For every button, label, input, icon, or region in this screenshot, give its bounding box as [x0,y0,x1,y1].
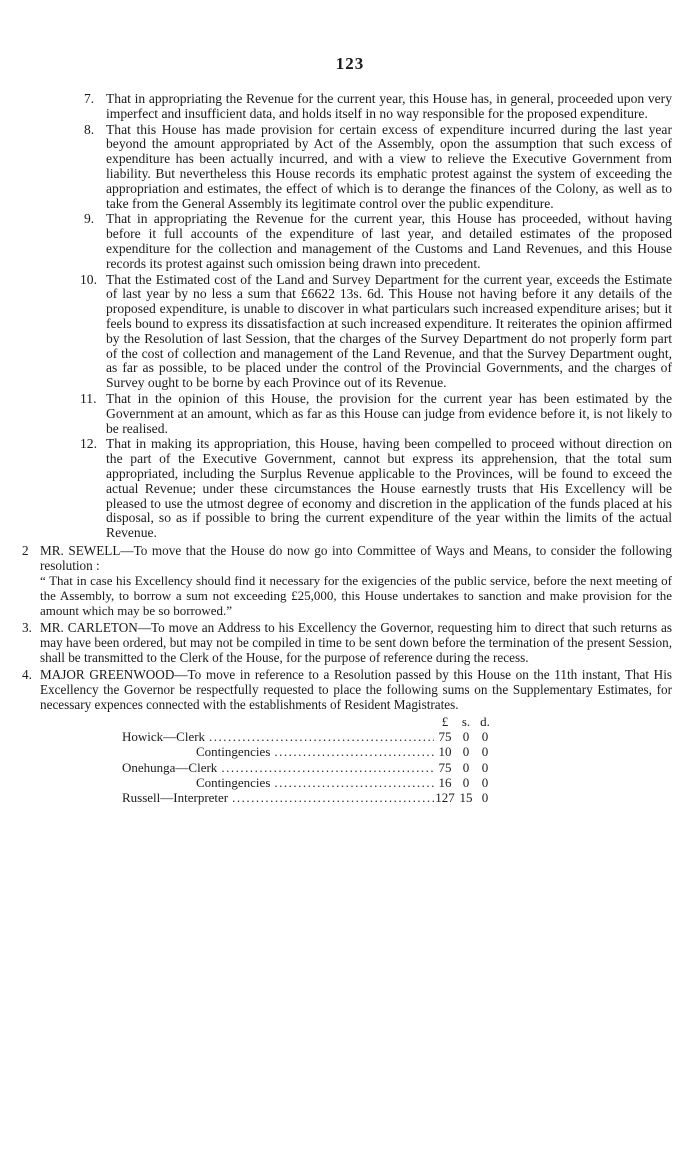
resolution-item [22,212,672,271]
resolution-item [22,392,672,436]
pounds-value: 75 [438,729,452,745]
motion-number: 4. [22,666,32,682]
resolution-number: 12. [80,436,97,452]
pence-value: 0 [481,759,489,775]
row-label: Howick—Clerk [122,729,206,745]
leader-dots [217,760,434,775]
resolution-text: That in making its appropriation, this House, having been compelled to proceed without direction on the part of the Executive Government, cannot but express its apprehension, that the total sum appropriated, including the Surplus Revenue applicable to the Provinces, will be found to exceed the actual Revenue; under these circumstances the House earnestly trusts that His Excellency will be pleased to use the utmost degree of economy and discretion in the application of the funds placed at his disposal, so as if possible to bring the current expenditure of the year within the limits of the actual Revenue. [106,436,672,541]
pence-value: 0 [481,729,489,745]
row-label: Contingencies [196,774,271,790]
pounds-value: 16 [438,774,452,790]
resolution-item [22,123,672,212]
supplementary-estimates-table [22,714,672,805]
pounds-header: £ [441,713,449,729]
resolution-number: 8. [84,121,95,137]
row-label: Russell—Interpreter [122,789,229,805]
resolution-number: 9. [84,211,95,227]
row-label: Onehunga—Clerk [122,759,218,775]
resolution-text: That in appropriating the Revenue for the current year, this House has proceeded, without having before it full accounts of the expenditure of last year, and detailed estimates of the proposed expenditure for the collection and management of the Customs and Land Revenues, and this House records its protest against such omission being drawn into precedent. [106,211,672,271]
table-row [122,744,494,759]
table-row [122,775,494,790]
shillings-header: s. [461,713,471,729]
leader-dots [270,744,434,759]
page-body [22,92,672,805]
shillings-value: 0 [462,774,470,790]
table-row [122,760,494,775]
leader-dots [228,790,434,805]
motion-number: 2 [22,542,29,558]
motion-greenwood [22,667,672,712]
motion-number: 3. [22,619,32,635]
table-header [22,714,672,729]
leader-dots [270,775,434,790]
motion-carleton [22,620,672,665]
row-label: Contingencies [196,744,271,760]
resolution-number: 11. [80,390,97,406]
motion-text: MR. CARLETON—To move an Address to his Excellency the Governor, requesting him to direct that such returns as may have been ordered, but may not be compiled in time to be sent down before the termination of the present Session, shall be transmitted to the Clerk of the House, for the purpose of reference during the recess. [40,619,672,665]
motion-text: MAJOR GREENWOOD—To move in reference to a Resolution passed by this House on the 11th instant, That His Excellency the Governor be respectfully requested to place the following sums on the Supplementary Estimates, for necessary expences connected with the establishments of Resident Magistrates. [40,666,672,712]
pence-value: 0 [481,774,489,790]
resolution-text: That the Estimated cost of the Land and Survey Department for the current year, exceeds the Estimate of last year by no less a sum that £6622 13s. 6d. This House not having before it any details of the proposed expenditure, is unable to discover in what particulars such increased expenditure arises; but it feels bound to express its dissatisfaction at such increased expenditure. It reiterates the opinion affirmed by the Resolution of last Session, that the charges of the Survey Department do not properly form part of the cost of collection and management of the Land Revenue, and that the Survey Department ought, as far as possible, to be placed under the control of the Provincial Governments, and the charges of Survey ought to be borne by each Province out of its Revenue. [106,271,672,391]
pounds-value: 75 [438,759,452,775]
resolution-item [22,273,672,391]
page-number: 123 [335,54,365,73]
pence-value: 0 [481,744,489,760]
pence-value: 0 [481,789,489,805]
shillings-value: 0 [462,729,470,745]
leader-dots [205,729,434,744]
resolution-text: That in appropriating the Revenue for the current year, this House has, in general, proceeded upon very imperfect and insufficient data, and holds itself in no way responsible for the proposed expenditure. [106,91,672,121]
pounds-value: 10 [438,744,452,760]
shillings-value: 0 [462,759,470,775]
motion-quote: “ That in case his Excellency should find it necessary for the exigencies of the public service, before the next meeting of the Assembly, to borrow a sum not exceeding £25,000, this House undertakes to sanction and make provision for the amount which may be so borrowed.” [40,572,672,618]
resolution-number: 10. [80,271,97,287]
motion-sewell [22,543,672,573]
resolutions-list [22,92,672,541]
pounds-value: 127 [435,789,455,805]
resolution-number: 7. [84,91,95,106]
shillings-value: 15 [459,789,473,805]
resolution-text: That in the opinion of this House, the provision for the current year has been estimated by the Government at an amount, which as far as this House can judge from evidence before it, is not likely to be realised. [106,390,672,436]
pence-header: d. [480,713,490,729]
resolution-text: That this House has made provision for certain excess of expenditure incurred during the last year beyond the amount appropriated by Act of the Assembly, opon the assumption that such excess of expenditure has been actually incurred, and with a view to relieve the Executive Government from liability. But nevertheless this House records its emphatic protest against the system of exceeding the appropriation and estimates, the effect of which is to derange the finances of the Colony, as well as to take from the General Assembly its legitimate control over the public expenditure. [106,121,672,211]
table-row [122,729,494,744]
table-row [122,790,494,805]
resolution-item [22,92,672,122]
resolution-item [22,437,672,541]
motion-text: MR. SEWELL—To move that the House do now go into Committee of Ways and Means, to consider the following resolution : [40,542,672,573]
shillings-value: 0 [462,744,470,760]
